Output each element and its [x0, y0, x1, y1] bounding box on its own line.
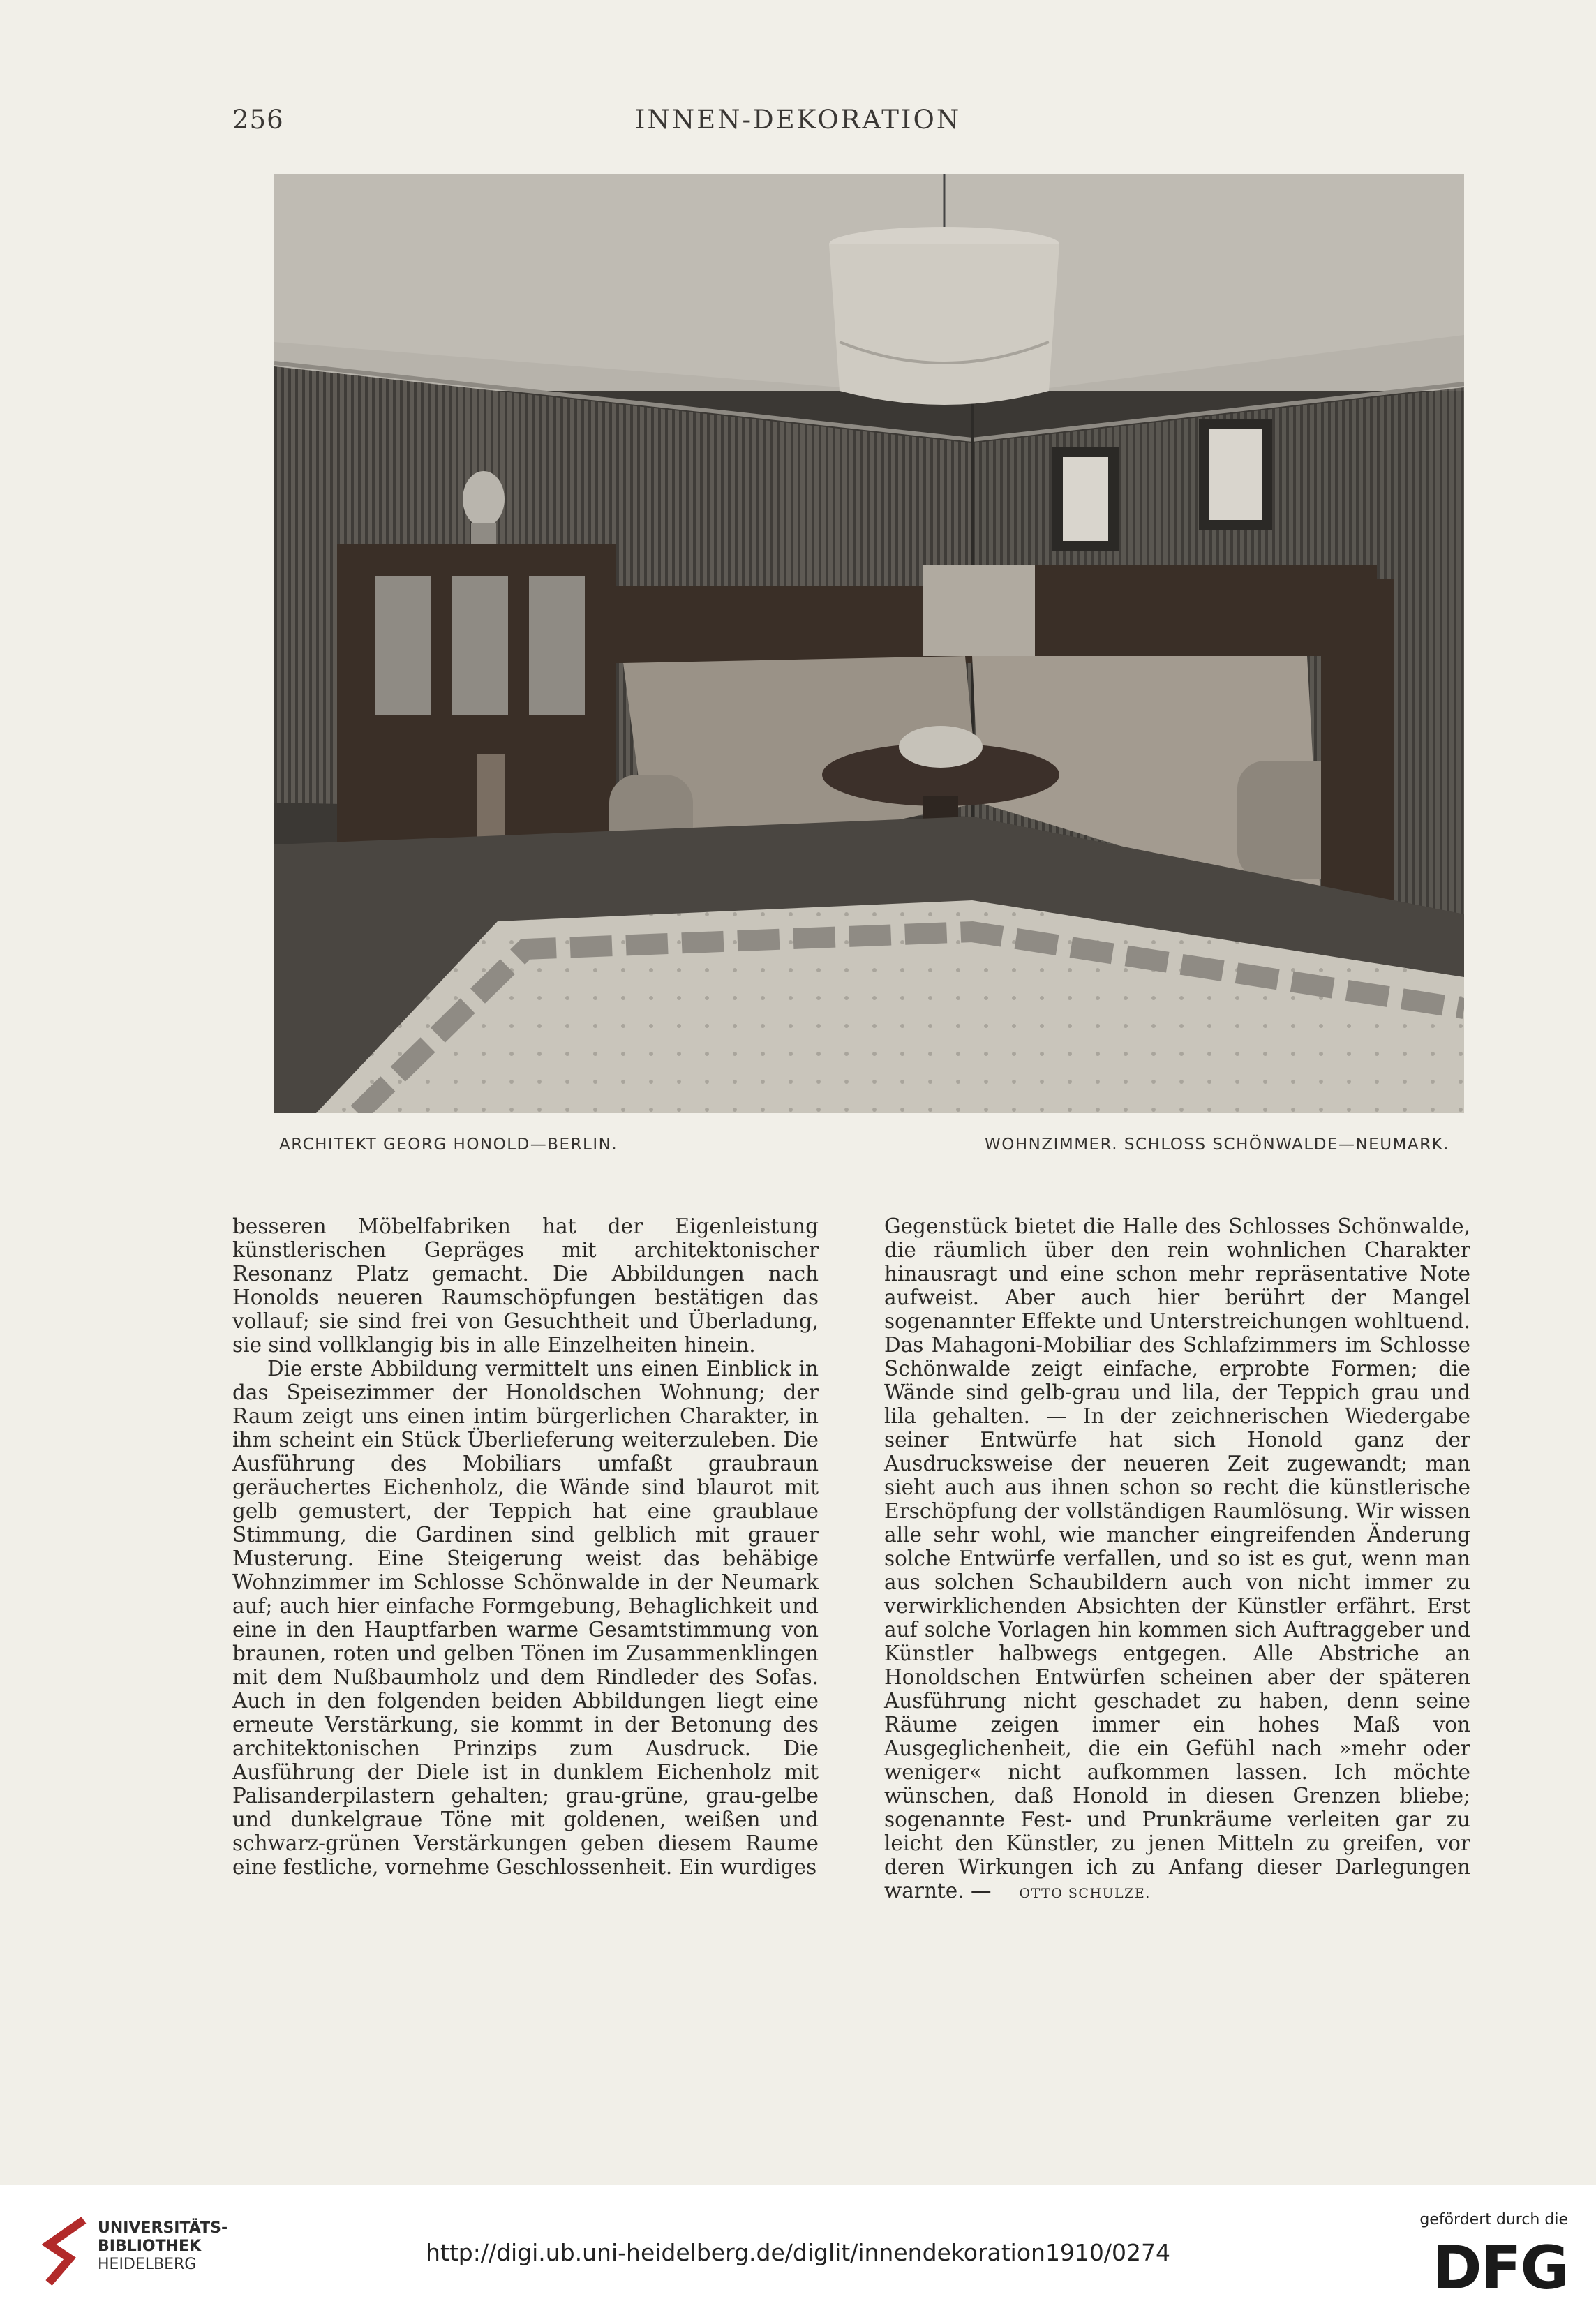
sponsor-text: gefördert durch die	[1419, 2211, 1568, 2228]
interior-photograph	[274, 174, 1464, 1113]
library-line-2: BIBLIOTHEK	[98, 2238, 202, 2255]
library-line-3: HEIDELBERG	[98, 2256, 197, 2273]
paragraph: besseren Möbelfabriken hat der Eigenleistung künstlerischen Gepräges mit architektonischer Resonanz Platz gemacht. Die Abbildungen nach Honolds neueren Raumschöpfungen bestätigen das vollauf; sie sind frei von Gesuchtheit und Überladung, sie sind vollklangig bis in alle Einzelheiten hinein.	[232, 1214, 819, 1357]
library-line-1: UNIVERSITÄTS-	[98, 2219, 228, 2237]
text-column-left	[232, 1214, 819, 1879]
paragraph	[884, 1214, 1470, 1905]
caption-room: WOHNZIMMER. SCHLOSS SCHÖNWALDE—NEUMARK.	[984, 1136, 1449, 1154]
source-url-link[interactable]: http://digi.ub.uni-heidelberg.de/diglit/innendekoration1910/0274	[425, 2239, 1171, 2266]
caption-architect: ARCHITEKT GEORG HONOLD—BERLIN.	[279, 1136, 618, 1154]
dfg-logo: DFG	[1432, 2233, 1568, 2303]
page-number: 256	[232, 105, 284, 135]
paragraph-text: Gegenstück bietet die Halle des Schlosses Schönwalde, die räumlich über den rein wohnlichen Charakter hinausragt und eine schon mehr repräsentative Note aufweist. Aber auch hier berührt der Mangel sogenannter Effekte und Unterstreichungen wohltuend. Das Mahagoni-Mobiliar des Schlafzimmers im Schlosse Schönwalde zeigt einfache, erprobte Formen; die Wände sind gelb-grau und lila, der Teppich grau und lila gehalten. — In der zeichnerischen Wiedergabe seiner Entwürfe hat sich Honold ganz der Ausdrucksweise der neueren Zeit zugewandt; man sieht auch aus ihnen schon so recht die künstlerische Erschöpfung der vollständigen Raumlösung. Wir wissen alle sehr wohl, wie mancher eingreifenden Änderung solche Entwürfe verfallen, und so ist es gut, wenn man aus solchen Schaubildern auch von nicht immer zu verwirklichenden Absichten der Künstler erfährt. Erst auf solche Vorlagen hin kommen sich Auftraggeber und Künstler halbwegs entgegen. Alle Abstriche an Honoldschen Entwürfen scheinen aber der späteren Ausführung nicht geschadet zu haben, denn seine Räume zeigen immer ein hohes Maß von Ausgeglichenheit, die ein Gefühl nach »mehr oder weniger« nicht aufkommen lassen. Ich möchte wünschen, daß Honold in diesen Grenzen bliebe; sogenannte Fest- und Prunkräume verleiten gar zu leicht den Künstler, zu jenen Mitteln zu greifen, vor deren Wirkungen ich zu Anfang dieser Darlegungen warnte. —	[884, 1214, 1470, 1903]
digitization-footer	[0, 2185, 1596, 2322]
running-title: INNEN-DEKORATION	[634, 105, 962, 135]
author-signature: OTTO SCHULZE.	[1019, 1886, 1151, 1901]
paragraph: Die erste Abbildung vermittelt uns einen Einblick in das Speisezimmer der Honoldschen Wohnung; der Raum zeigt uns einen intim bürgerlichen Charakter, in ihm scheint ein Stück Überlieferung weiterzuleben. Die Ausführung des Mobiliars umfaßt graubraun geräuchertes Eichenholz, die Wände sind blaurot mit gelb gemustert, der Teppich hat eine graublaue Stimmung, die Gardinen sind gelblich mit grauer Musterung. Eine Steigerung weist das behäbige Wohnzimmer im Schlosse Schönwalde in der Neumark auf; auch hier einfache Formgebung, Behaglichkeit und eine in den Hauptfarben warme Gesamtstimmung von braunen, roten und gelben Tönen im Zusammenklingen mit dem Nußbaumholz und dem Rindleder des Sofas. Auch in den folgenden beiden Abbildungen liegt eine erneute Verstärkung, sie kommt in der Betonung des architektonischen Prinzips zum Ausdruck. Die Ausführung der Diele ist in dunklem Eichenholz mit Palisanderpilastern gehalten; grau-grüne, grau-gelbe und dunkelgraue Töne mit goldenen, weißen und schwarz-grünen Verstärkungen geben diesem Raume eine festliche, vornehme Geschlossenheit. Ein wurdiges	[232, 1357, 819, 1879]
text-column-right	[884, 1214, 1470, 1905]
